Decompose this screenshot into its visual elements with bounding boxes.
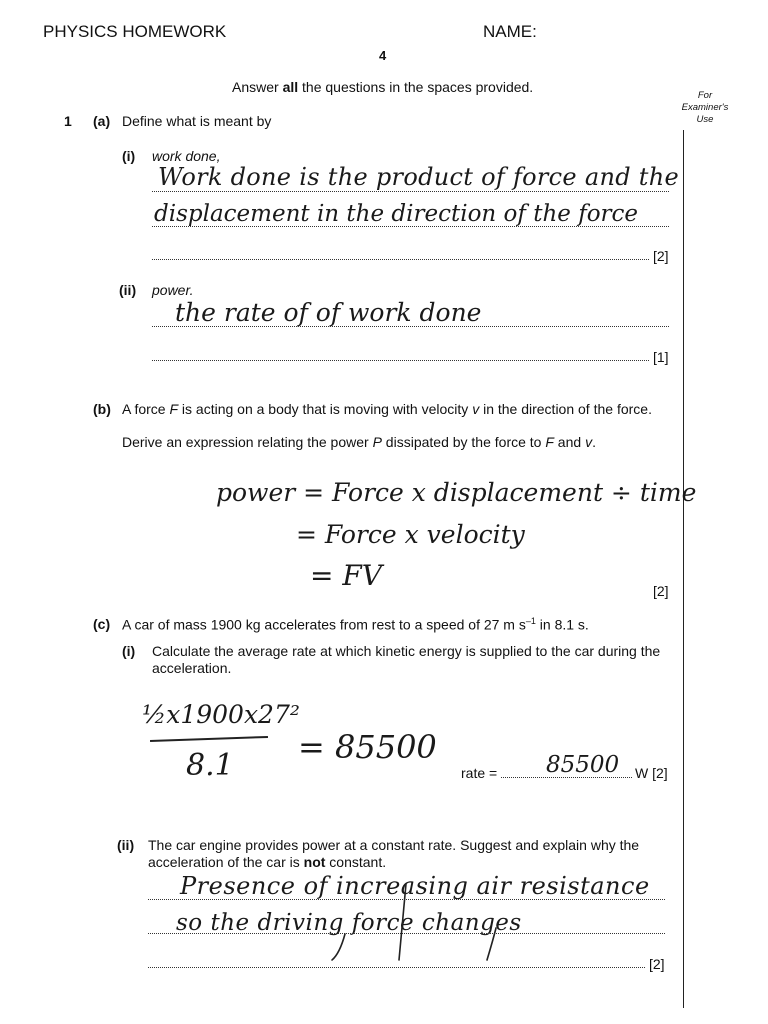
- part-a-i-prompt: work done,: [152, 148, 221, 164]
- answer-a-i-line2: displacement in the direction of the force: [154, 201, 639, 227]
- page-number: 4: [379, 48, 387, 63]
- instruction: Answer all the questions in the spaces provided.: [232, 79, 534, 95]
- part-a-ii-prompt: power.: [152, 282, 194, 298]
- part-c-stem: A car of mass 1900 kg accelerates from rest to a speed of 27 m $s^{-1}$ in 8.1 s.: [122, 616, 589, 633]
- answer-a-i-line1: Work done is the product of force and the: [158, 163, 680, 191]
- work-c-i-result: = 85500: [298, 728, 437, 766]
- part-c-ii-line2: acceleration of the car is not constant.: [148, 854, 387, 870]
- descender-stroke: [399, 884, 406, 960]
- part-b-line1: A force F is acting on a body that is moving with velocity v in the direction of the force.: [122, 401, 652, 417]
- work-b-line1: power = Force x displacement ÷ time: [216, 478, 697, 507]
- part-c-ii-line1: The car engine provides power at a constant rate. Suggest and explain why the: [148, 837, 640, 853]
- descender-stroke: [487, 928, 496, 960]
- descender-stroke: [332, 934, 345, 960]
- part-a-i-label: (i): [122, 148, 136, 164]
- part-b-line2: Derive an expression relating the power P dissipated by the force to F and v.: [122, 434, 596, 450]
- answer-c-ii-line2: so the driving force changes: [176, 910, 522, 936]
- part-c-i-line2: acceleration.: [152, 660, 232, 676]
- examiner-use-label: For Examiner's Use: [681, 90, 729, 125]
- name-label: NAME:: [483, 22, 537, 41]
- work-c-i-numerator: ½x1900x27²: [142, 700, 300, 729]
- part-b-label: (b): [93, 401, 111, 417]
- rate-label: rate =: [461, 765, 498, 781]
- part-c-i-label: (i): [122, 643, 136, 659]
- work-b-line2: = Force x velocity: [296, 520, 525, 549]
- answer-c-ii-line1: Presence of increasing air resistance: [180, 872, 650, 900]
- marks-b: [2]: [653, 583, 669, 599]
- work-c-i-denominator: 8.1: [186, 748, 234, 783]
- question-number: 1: [64, 113, 72, 129]
- part-c-i-line1: Calculate the average rate at which kinetic energy is supplied to the car during the: [152, 643, 661, 659]
- part-a-ii-label: (ii): [119, 282, 137, 298]
- homework-title: PHYSICS HOMEWORK: [43, 22, 227, 41]
- unit-marks-c-i: W [2]: [635, 765, 668, 781]
- part-c-label: (c): [93, 616, 111, 632]
- answer-a-ii-line1: the rate of of work done: [175, 298, 482, 327]
- part-a-stem: Define what is meant by: [122, 113, 272, 129]
- marks-a-ii: [1]: [653, 349, 669, 365]
- marks-c-ii: [2]: [649, 956, 665, 972]
- rate-value: 85500: [546, 752, 620, 778]
- part-c-ii-label: (ii): [117, 837, 135, 853]
- part-a-label: (a): [93, 113, 111, 129]
- marks-a-i: [2]: [653, 248, 669, 264]
- work-b-line3: = FV: [310, 559, 383, 592]
